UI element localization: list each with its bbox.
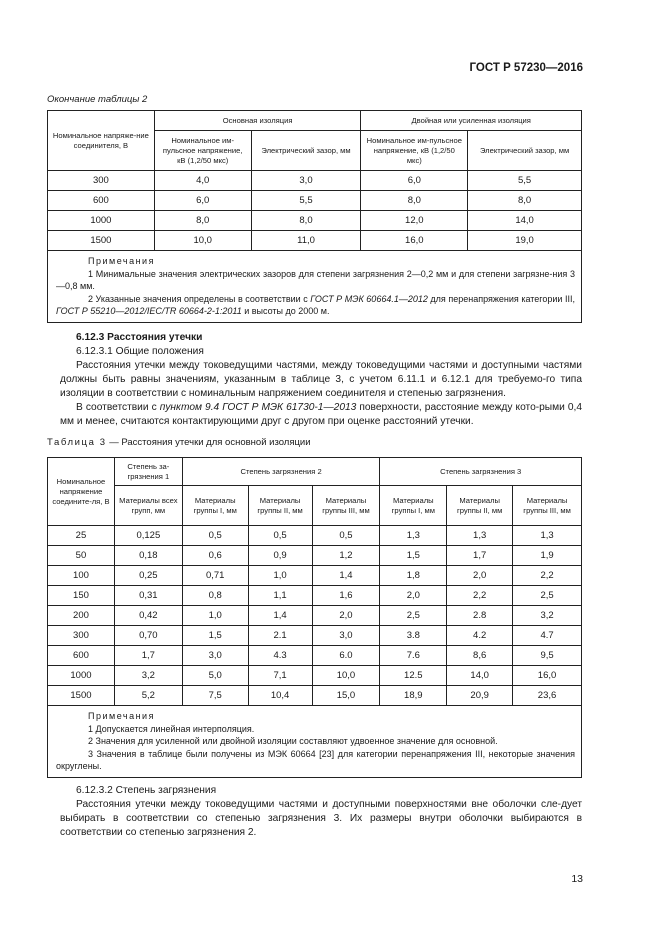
group-header-basic: Основная изоляция	[154, 111, 361, 131]
table-row	[48, 566, 582, 586]
table-row	[48, 646, 582, 666]
cell: 16,0	[361, 231, 468, 251]
cell: 0,6	[182, 546, 248, 566]
sub-header-clearance: Электрический зазор, мм	[251, 131, 361, 171]
note-1: 1 Допускается линейная интерполяция.	[88, 723, 255, 734]
table-row	[48, 526, 582, 546]
cell: 4.3	[248, 646, 312, 666]
cell: 7,1	[248, 666, 312, 686]
sub-header-clearance: Электрический зазор, мм	[468, 131, 582, 171]
cell: 1,0	[248, 566, 312, 586]
cell: 0,125	[114, 526, 182, 546]
cell: 8,0	[251, 211, 361, 231]
cell: 10,0	[154, 231, 251, 251]
subsection-heading: 6.12.3.2 Степень загрязнения	[76, 785, 217, 796]
cell: 18,9	[380, 686, 447, 706]
table-row	[48, 546, 582, 566]
cell: 0,5	[248, 526, 312, 546]
table2-end-caption: Окончание таблицы 2	[47, 94, 148, 105]
cell: 100	[48, 566, 115, 586]
cell: 1000	[48, 666, 115, 686]
cell: 200	[48, 606, 115, 626]
cell: 12.5	[380, 666, 447, 686]
cell: 2,2	[447, 586, 513, 606]
cell: 2,2	[513, 566, 582, 586]
cell: 6,0	[154, 191, 251, 211]
section-6-12-3-2	[60, 784, 582, 840]
paragraph: Расстояния утечки между токоведущими частями, между токоведущими частями и доступными частями должны быть равны значениям, указанным в таблице 3, с учетом 6.11.1 и 6.12.1 для требуемо-го типа изоляции в соответствии с номинальным напряжением соединителя и степенью загрязнения.	[60, 360, 582, 399]
table3-caption: Таблица 3 — Расстояния утечки для основной изоляции	[47, 437, 311, 448]
note-2: 2 Указанные значения определены в соответствии с ГОСТ Р МЭК 60664.1—2012 для перенапряжения категории III, ГОСТ Р 55210—2012/IEC/TR 60664-2-1:2011 и высоты до 2000 м.	[56, 293, 576, 316]
cell: 300	[48, 171, 155, 191]
table2-notes	[48, 251, 582, 323]
cell: 8,6	[447, 646, 513, 666]
cell: 0,5	[312, 526, 380, 546]
table-row	[48, 686, 582, 706]
cell: 2,0	[312, 606, 380, 626]
cell: 8,0	[468, 191, 582, 211]
cell: 0,8	[182, 586, 248, 606]
cell: 150	[48, 586, 115, 606]
cell: 8,0	[361, 191, 468, 211]
cell: 1500	[48, 231, 155, 251]
table-row	[48, 191, 582, 211]
cell: 1,5	[182, 626, 248, 646]
cell: 2,0	[447, 566, 513, 586]
cell: 1000	[48, 211, 155, 231]
cell: 4.2	[447, 626, 513, 646]
paragraph: Расстояния утечки между токоведущими частями и доступными поверхностями вне оболочки сле-дует выбирать в соответствии со степенью загрязнения 3. Их размеры внутри оболочки выбираются в соответствии со степенью загрязнения 2.	[60, 799, 582, 838]
cell: 3,2	[513, 606, 582, 626]
cell: 0,71	[182, 566, 248, 586]
table-row	[48, 171, 582, 191]
cell: 1,3	[380, 526, 447, 546]
note-2-ref-1: ГОСТ Р МЭК 60664.1—2012	[310, 293, 428, 304]
sub-header-group-2: Материалы группы II, мм	[248, 486, 312, 526]
note-2: 2 Значения для усиленной или двойной изоляции составляют удвоенное значение для основной.	[88, 736, 498, 746]
table-row	[48, 586, 582, 606]
notes-title: Примечания	[88, 711, 155, 721]
group-header-degree-3: Степень загрязнения 3	[380, 458, 582, 486]
cell: 5,0	[182, 666, 248, 686]
cell: 8,0	[154, 211, 251, 231]
cell: 1,7	[114, 646, 182, 666]
sub-header-impulse: Номинальное им-пульсное напряжение, кВ (1,2/50 мкс)	[361, 131, 468, 171]
cell: 4,0	[154, 171, 251, 191]
col-header-voltage: Номинальное напряже-ние соединителя, В	[48, 111, 155, 171]
note-2-ref-2: ГОСТ Р 55210—2012/IEC/TR 60664-2-1:2011	[56, 306, 242, 316]
cell: 3,0	[182, 646, 248, 666]
sub-header-group-2: Материалы группы II, мм	[447, 486, 513, 526]
sub-header-group-1: Материалы группы I, мм	[380, 486, 447, 526]
sub-header-group-3: Материалы группы III, мм	[312, 486, 380, 526]
cell: 14,0	[468, 211, 582, 231]
cell: 6.0	[312, 646, 380, 666]
cell: 1,6	[312, 586, 380, 606]
note-3: 3 Значения в таблице были получены из МЭК 60664 [23] для категории перенапряжения III, некоторые значения округлены.	[56, 748, 575, 771]
cell: 0,9	[248, 546, 312, 566]
col-header-voltage: Номинальное напряжение соедините-ля, В	[48, 458, 115, 526]
cell: 50	[48, 546, 115, 566]
cell: 12,0	[361, 211, 468, 231]
cell: 23,6	[513, 686, 582, 706]
cell: 10,0	[312, 666, 380, 686]
table-row	[48, 606, 582, 626]
cell: 0,70	[114, 626, 182, 646]
cell: 3,2	[114, 666, 182, 686]
cell: 1,3	[447, 526, 513, 546]
cell: 1,0	[182, 606, 248, 626]
cell: 5,2	[114, 686, 182, 706]
cell: 3.8	[380, 626, 447, 646]
cell: 2.1	[248, 626, 312, 646]
cell: 1,1	[248, 586, 312, 606]
sub-header-impulse: Номинальное им-пульсное напряжение, кВ (1,2/50 мкс)	[154, 131, 251, 171]
note-1: 1 Минимальные значения электрических зазоров для степени загрязнения 2—0,2 мм и для степени загрязне-ния 3—0,8 мм.	[56, 268, 575, 291]
standard-header: ГОСТ Р 57230—2016	[469, 62, 583, 74]
cell: 14,0	[447, 666, 513, 686]
cell: 300	[48, 626, 115, 646]
cell: 9,5	[513, 646, 582, 666]
subsection-heading: 6.12.3.1 Общие положения	[76, 346, 204, 357]
sub-header-group-1: Материалы группы I, мм	[182, 486, 248, 526]
cell: 11,0	[251, 231, 361, 251]
page-number: 13	[571, 873, 583, 885]
cell: 1,4	[312, 566, 380, 586]
section-6-12-3	[60, 331, 582, 429]
section-heading: 6.12.3 Расстояния утечки	[76, 332, 203, 343]
cell: 1,4	[248, 606, 312, 626]
cell: 5,5	[251, 191, 361, 211]
table-row	[48, 231, 582, 251]
cell: 20,9	[447, 686, 513, 706]
cell: 0,25	[114, 566, 182, 586]
cell: 7.6	[380, 646, 447, 666]
cell: 15,0	[312, 686, 380, 706]
cell: 1500	[48, 686, 115, 706]
table-2-end	[47, 110, 582, 323]
table-row	[48, 211, 582, 231]
cell: 25	[48, 526, 115, 546]
cell: 0,18	[114, 546, 182, 566]
cell: 600	[48, 191, 155, 211]
cell: 2,0	[380, 586, 447, 606]
cell: 2.8	[447, 606, 513, 626]
cell: 1,8	[380, 566, 447, 586]
cell: 6,0	[361, 171, 468, 191]
cell: 3,0	[312, 626, 380, 646]
paragraph: В соответствии с пунктом 9.4 ГОСТ Р МЭК 61730-1—2013 поверхности, расстояние между кото-рыми 0,4 мм и менее, считаются контактирующими друг с другом при оценке расстояний утечки.	[60, 402, 583, 427]
cell: 5,5	[468, 171, 582, 191]
cell: 2,5	[380, 606, 447, 626]
sub-header-group-3: Материалы группы III, мм	[513, 486, 582, 526]
table-3	[47, 457, 582, 778]
cell: 10,4	[248, 686, 312, 706]
cell: 2,5	[513, 586, 582, 606]
sub-header-all-groups: Материалы всех групп, мм	[114, 486, 182, 526]
table3-notes	[48, 706, 582, 778]
cell: 0,5	[182, 526, 248, 546]
cell: 3,0	[251, 171, 361, 191]
cell: 600	[48, 646, 115, 666]
cell: 16,0	[513, 666, 582, 686]
cell: 19,0	[468, 231, 582, 251]
table-row	[48, 626, 582, 646]
group-header-double: Двойная или усиленная изоляция	[361, 111, 582, 131]
cell: 1,2	[312, 546, 380, 566]
cell: 1,7	[447, 546, 513, 566]
cell: 1,5	[380, 546, 447, 566]
cell: 4.7	[513, 626, 582, 646]
paragraph-reference: пунктом 9.4 ГОСТ Р МЭК 61730-1—2013	[159, 402, 357, 413]
cell: 1,9	[513, 546, 582, 566]
group-header-degree-2: Степень загрязнения 2	[182, 458, 380, 486]
table-row	[48, 666, 582, 686]
cell: 7,5	[182, 686, 248, 706]
notes-title: Примечания	[88, 256, 155, 266]
cell: 1,3	[513, 526, 582, 546]
col-header-degree-1: Степень за-грязнения 1	[114, 458, 182, 486]
cell: 0,42	[114, 606, 182, 626]
cell: 0,31	[114, 586, 182, 606]
